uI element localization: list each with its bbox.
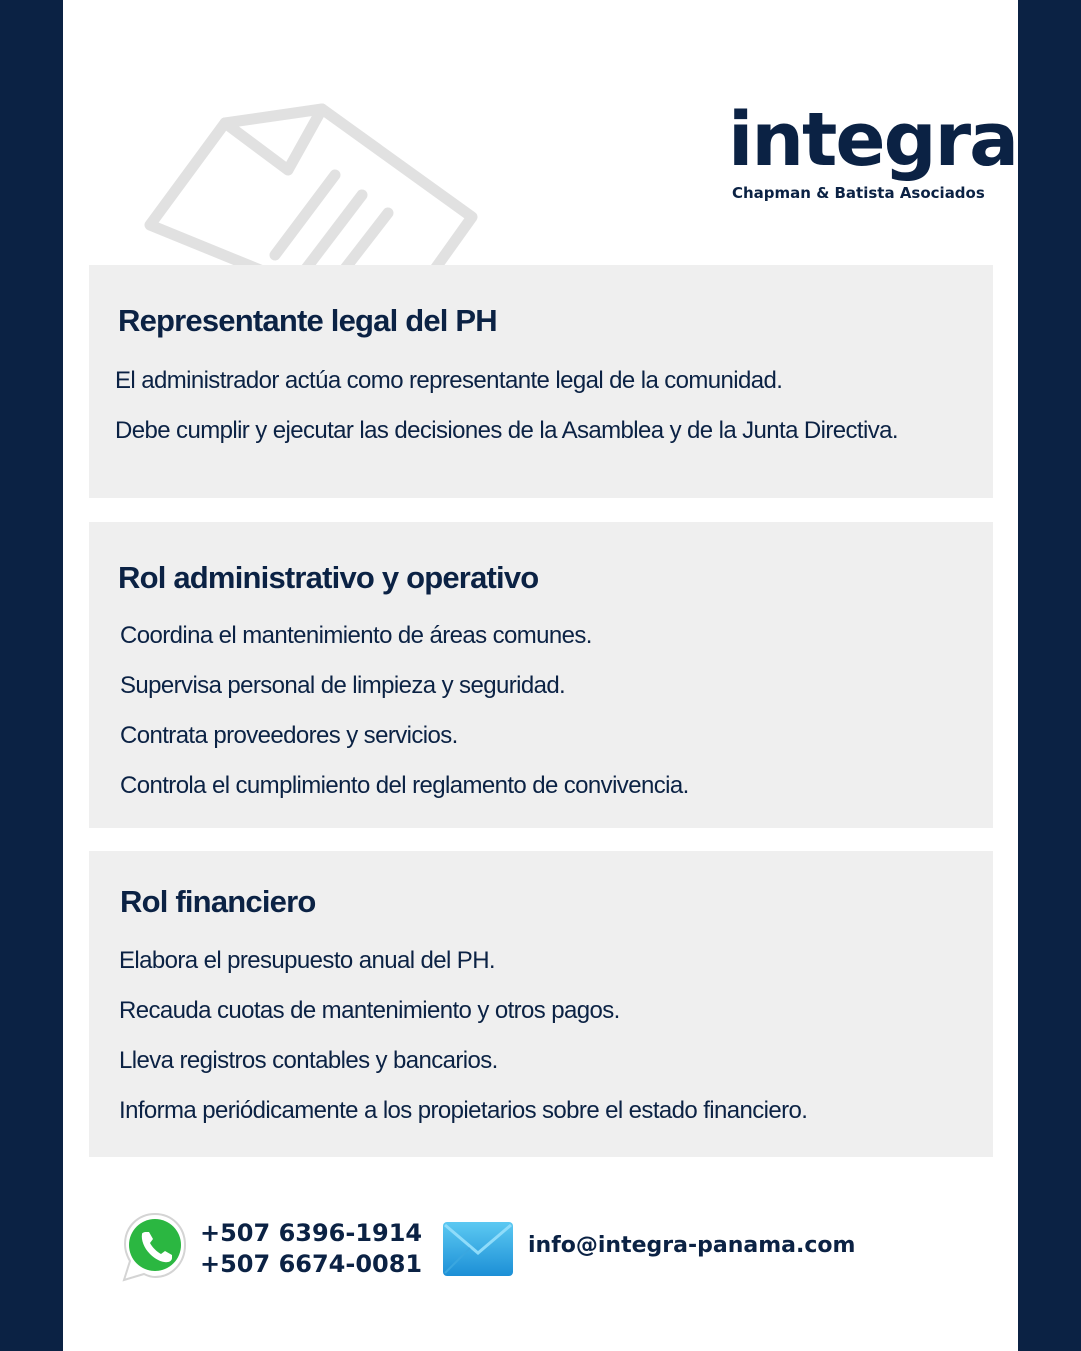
mail-icon[interactable] <box>442 1221 514 1277</box>
list-item: Controla el cumplimiento del reglamento de convivencia. <box>120 772 689 799</box>
list-item: Lleva registros contables y bancarios. <box>119 1047 498 1074</box>
section-title: Rol financiero <box>120 884 316 919</box>
email-link[interactable]: info@integra-panama.com <box>528 1233 856 1258</box>
section-list <box>120 611 689 811</box>
section-list <box>119 936 807 1136</box>
section-title: Rol administrativo y operativo <box>118 560 539 595</box>
right-border-bar <box>1018 0 1081 1351</box>
list-item: Recauda cuotas de mantenimiento y otros pagos. <box>119 997 620 1024</box>
document-watermark-icon <box>140 95 490 270</box>
contact-footer <box>0 1205 1081 1285</box>
list-item: Debe cumplir y ejecutar las decisiones de la Asamblea y de la Junta Directiva. <box>115 417 898 444</box>
list-item: Contrata proveedores y servicios. <box>120 722 458 749</box>
section-card-administrative <box>89 522 993 828</box>
list-item: El administrador actúa como representante legal de la comunidad. <box>115 367 783 394</box>
section-card-financial <box>89 851 993 1157</box>
list-item: Elabora el presupuesto anual del PH. <box>119 947 495 974</box>
phone-number[interactable]: +507 6396-1914 <box>200 1219 423 1247</box>
logo-tagline: Chapman & Batista Asociados <box>732 184 985 202</box>
section-title: Representante legal del PH <box>118 303 497 338</box>
phone-numbers <box>200 1218 422 1280</box>
integra-logo <box>728 97 1018 202</box>
list-item: Coordina el mantenimiento de áreas comunes. <box>120 622 592 649</box>
section-list <box>115 356 898 456</box>
left-border-bar <box>0 0 63 1351</box>
list-item: Supervisa personal de limpieza y seguridad. <box>120 672 566 699</box>
whatsapp-icon[interactable] <box>120 1210 190 1285</box>
section-card-legal <box>89 265 993 498</box>
list-item: Informa periódicamente a los propietarios sobre el estado financiero. <box>119 1097 808 1124</box>
phone-number[interactable]: +507 6674-0081 <box>200 1250 423 1278</box>
logo-wordmark: integra <box>728 97 1018 183</box>
